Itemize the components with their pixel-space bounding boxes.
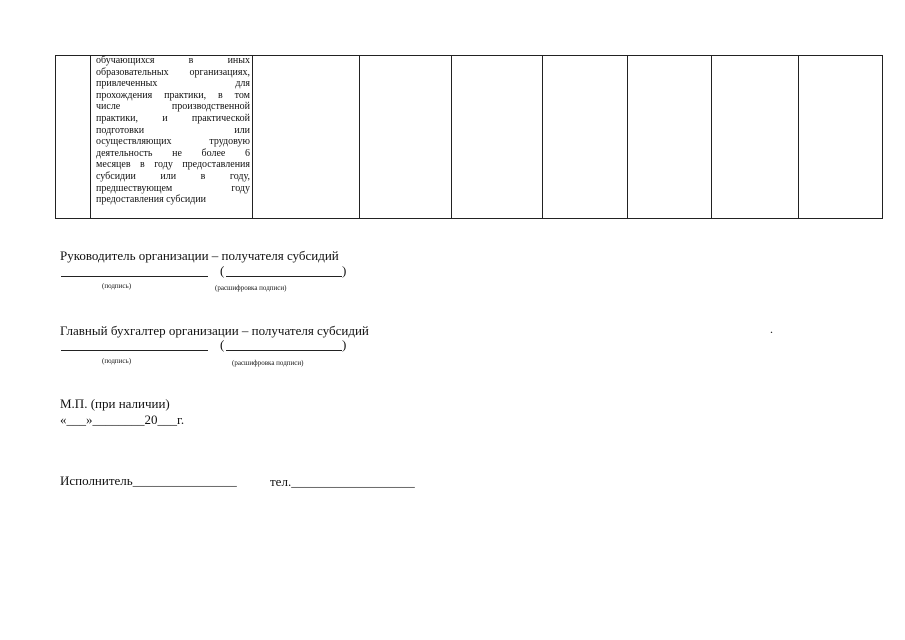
stray-dot: . (770, 322, 773, 336)
accountant-sign-caption: (подпись) (102, 357, 132, 365)
cell-line: подготовки или (96, 124, 250, 136)
table-cell-description (96, 55, 250, 206)
accountant-sign-line (61, 350, 208, 351)
head-paren-close: ) (342, 263, 347, 278)
date-line: «___»________20___г. (60, 412, 185, 427)
cell-line: практики, и практической (96, 112, 250, 124)
phone-line: тел.___________________ (270, 474, 415, 489)
table-col-border (252, 55, 253, 219)
table-col-border (711, 55, 712, 219)
table-col-border (798, 55, 799, 219)
table-col-border (90, 55, 91, 219)
table-col-border (882, 55, 883, 219)
accountant-paren-close: ) (342, 337, 347, 352)
table-col-border (451, 55, 452, 219)
head-decode-line (226, 276, 342, 277)
accountant-decode-line (226, 350, 342, 351)
cell-line: прохождения практики, в том (96, 89, 250, 101)
cell-line: субсидии или в году, (96, 170, 250, 182)
cell-line: обучающихся в иных (96, 55, 250, 66)
cell-line: осуществляющих трудовую (96, 136, 250, 148)
cell-line: образовательных организациях, (96, 66, 250, 78)
cell-line: предшествующем году (96, 182, 250, 194)
executor-line: Исполнитель________________ (60, 473, 237, 488)
head-sign-caption: (подпись) (102, 282, 132, 290)
head-title: Руководитель организации – получателя субсидий (60, 248, 339, 263)
accountant-title: Главный бухгалтер организации – получателя субсидий (60, 323, 369, 338)
table-col-border (55, 55, 56, 219)
cell-line: месяцев в году предоставления (96, 159, 250, 171)
cell-line: числе производственной (96, 101, 250, 113)
table-bottom-border (55, 218, 883, 219)
seal-label: М.П. (при наличии) (60, 396, 170, 411)
cell-line: предоставления субсидии (96, 194, 207, 206)
accountant-paren-open: ( (220, 337, 225, 352)
table-col-border (359, 55, 360, 219)
head-paren-open: ( (220, 263, 225, 278)
cell-line: привлеченных для (96, 78, 250, 90)
cell-line: деятельность не более 6 (96, 147, 250, 159)
head-decode-caption: (расшифровка подписи) (215, 284, 287, 292)
head-sign-line (61, 276, 208, 277)
data-table (55, 55, 883, 219)
table-col-border (627, 55, 628, 219)
table-col-border (542, 55, 543, 219)
accountant-decode-caption: (расшифровка подписи) (232, 359, 304, 367)
